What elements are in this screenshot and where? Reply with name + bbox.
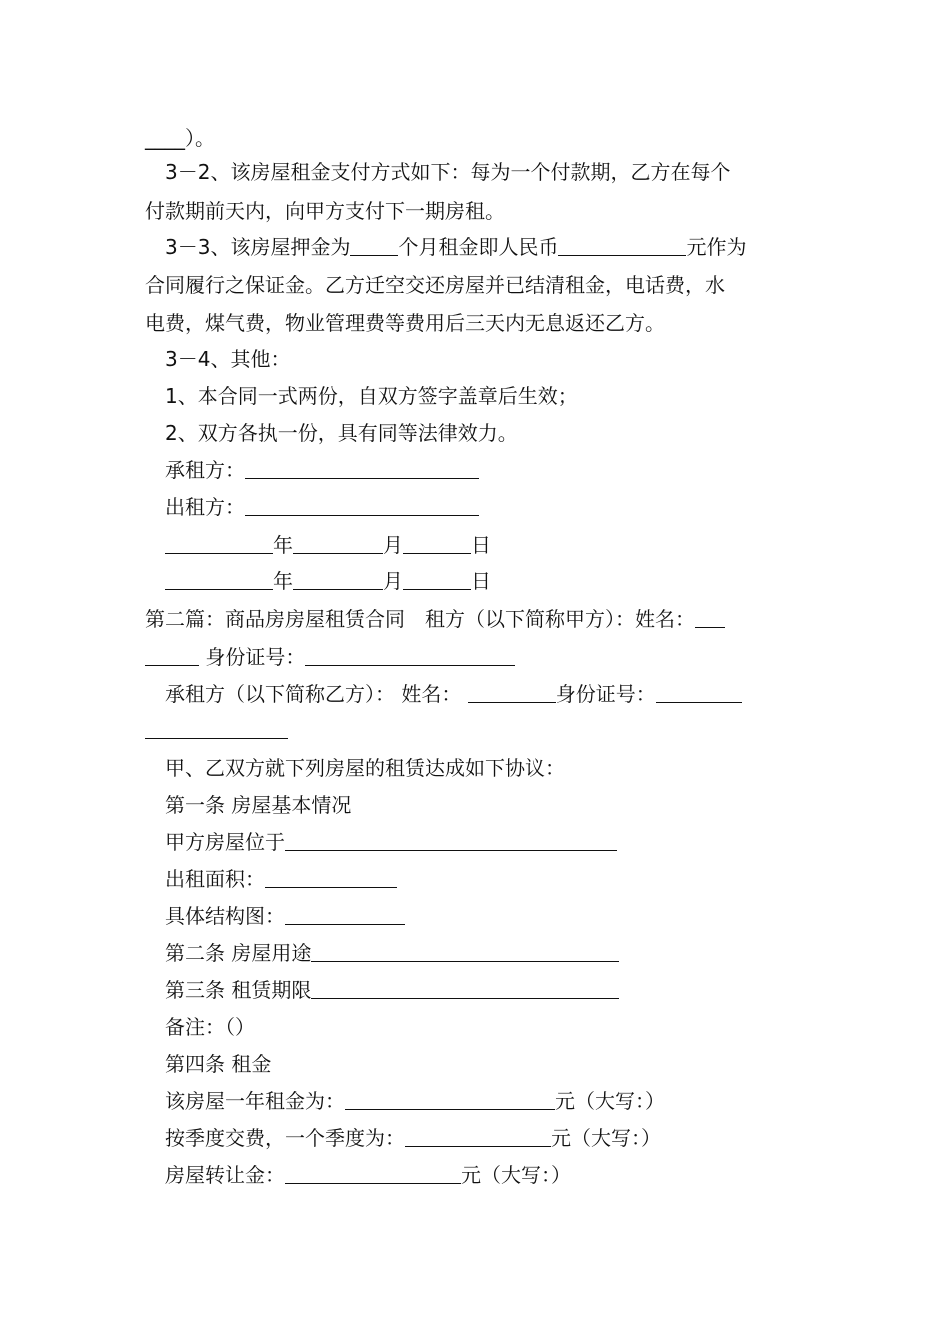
- blank-underline: [311, 978, 619, 999]
- blank-underline: [695, 607, 725, 628]
- other-item-1: 1、本合同一式两份，自双方签字盖章后生效；: [165, 384, 578, 408]
- transfer-fee-line: 房屋转让金： 元（大写：）: [165, 1163, 571, 1187]
- blank-underline: [345, 1089, 555, 1110]
- blank-underline: [165, 533, 273, 554]
- lessee-id-continuation: [145, 716, 810, 744]
- other-item-2: 2、双方各执一份，具有同等法律效力。: [165, 421, 518, 445]
- lessee-name-line: 承租方（以下简称乙方）： 姓名： 身份证号：: [165, 680, 830, 708]
- blank-underline: [293, 569, 383, 590]
- text-line-1: ____）。: [145, 126, 215, 150]
- structure-diagram-line: 具体结构图：: [165, 902, 830, 930]
- quarterly-rent-line: 按季度交费，一个季度为： 元（大写：）: [165, 1126, 661, 1150]
- date-line-1: 年 月 日: [165, 531, 830, 559]
- date-line-2: 年 月 日: [165, 567, 830, 595]
- article-three-line: 第三条 租赁期限: [165, 976, 830, 1004]
- section-two-heading: 第二篇：商品房房屋租赁合同 租方（以下简称甲方）：姓名：: [145, 605, 810, 633]
- blank-underline: [245, 495, 479, 516]
- article-one-heading: 第一条 房屋基本情况: [165, 793, 352, 817]
- clause-3-3-line-3: 电费，煤气费，物业管理费等费用后三天内无息返还乙方。: [145, 311, 665, 335]
- blank-underline: [403, 533, 471, 554]
- remarks-line: 备注：（）: [165, 1015, 255, 1039]
- lessee-signature-line: 承租方：: [165, 456, 830, 484]
- blank-underline: [350, 235, 398, 256]
- clause-3-2-line-2: 付款期前天内，向甲方支付下一期房租。: [145, 199, 505, 223]
- blank-underline: [403, 569, 471, 590]
- blank-underline: [311, 941, 619, 962]
- blank-underline: [245, 458, 479, 479]
- clause-3-3-line-1: 3－3、该房屋押金为 个月租金即人民币 元作为: [165, 235, 747, 259]
- blank-underline: [265, 867, 397, 888]
- property-location-line: 甲方房屋位于: [165, 828, 830, 856]
- blank-underline: [285, 830, 617, 851]
- blank-underline: [145, 645, 199, 666]
- annual-rent-line: 该房屋一年租金为： 元（大写：）: [165, 1089, 665, 1113]
- article-two-line: 第二条 房屋用途: [165, 939, 830, 967]
- blank-underline: [165, 569, 273, 590]
- blank-underline: [285, 1163, 461, 1184]
- blank-underline: [285, 904, 405, 925]
- clause-3-4-heading: 3－4、其他：: [165, 347, 291, 371]
- blank-underline: [305, 645, 515, 666]
- blank-underline: [405, 1126, 551, 1147]
- clause-3-2-line-1: 3－2、该房屋租金支付方式如下：每为一个付款期，乙方在每个: [165, 160, 731, 184]
- rental-area-line: 出租面积：: [165, 865, 830, 893]
- article-four-heading: 第四条 租金: [165, 1052, 272, 1076]
- clause-3-3-line-2: 合同履行之保证金。乙方迁空交还房屋并已结清租金，电话费，水: [145, 273, 725, 297]
- blank-underline: [293, 533, 383, 554]
- agreement-intro: 甲、乙双方就下列房屋的租赁达成如下协议：: [165, 756, 565, 780]
- blank-underline: [656, 682, 742, 703]
- lessor-id-line: 身份证号：: [145, 643, 810, 671]
- lessor-signature-line: 出租方：: [165, 493, 830, 521]
- blank-underline: [145, 718, 288, 739]
- blank-underline: [468, 682, 556, 703]
- blank-underline: [558, 235, 686, 256]
